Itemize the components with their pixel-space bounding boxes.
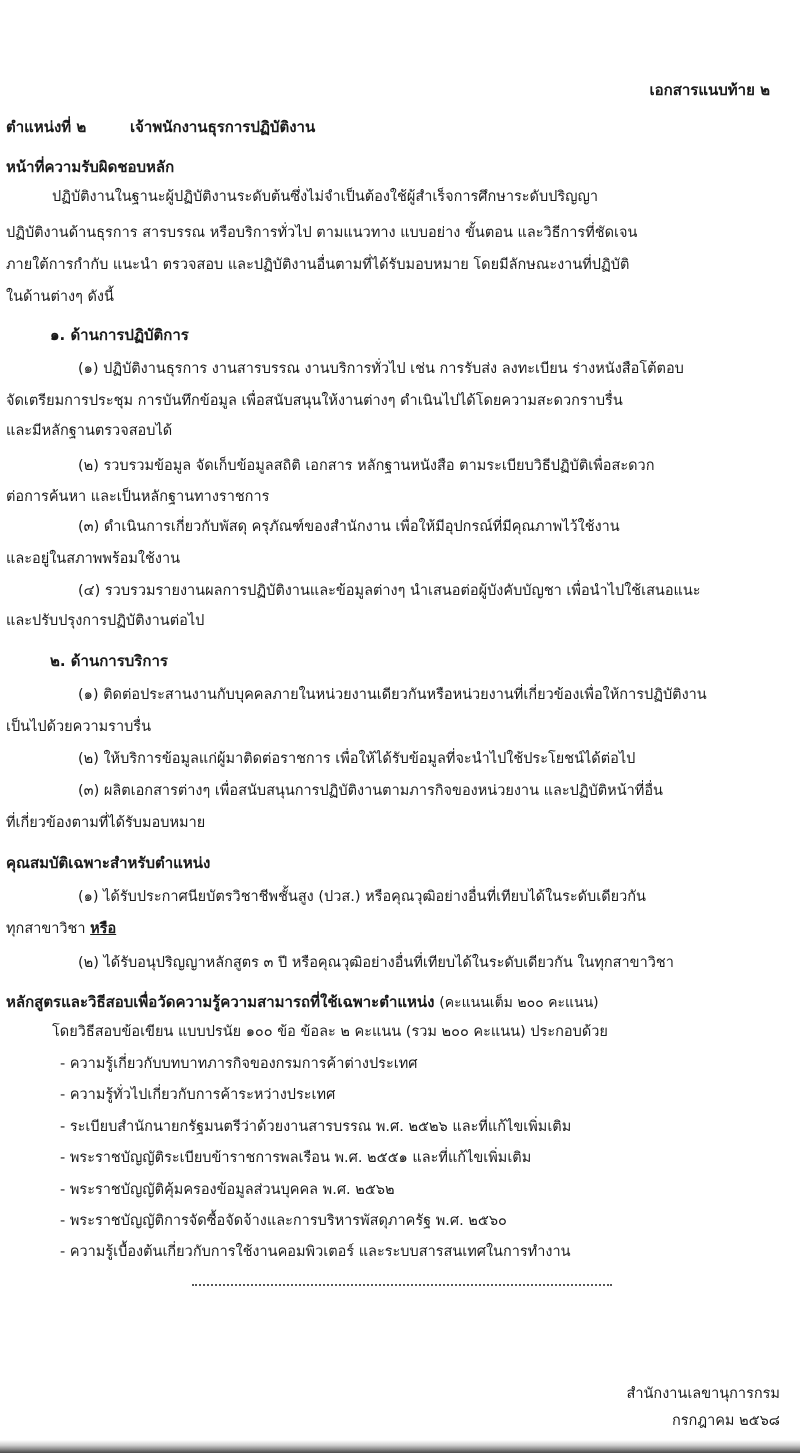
exam-topic: - ความรู้เบื้องต้นเกี่ยวกับการใช้งานคอมพิวเตอร์ และระบบสารสนเทศในการทำงาน xyxy=(60,1244,571,1260)
position-label: ตำแหน่งที่ ๒ xyxy=(6,118,87,136)
section-service-heading: ๒. ด้านการบริการ xyxy=(50,652,168,670)
qualification-or: หรือ xyxy=(90,921,117,937)
operations-item-1-cont: จัดเตรียมการประชุม การบันทึกข้อมูล เพื่อสนับสนุนให้งานต่างๆ ดำเนินไปได้โดยความสะดวกราบรื่น xyxy=(6,393,623,409)
service-item-1-cont: เป็นไปด้วยความราบรื่น xyxy=(6,719,151,735)
operations-item-3: (๓) ดำเนินการเกี่ยวกับพัสดุ ครุภัณฑ์ของสำนักงาน เพื่อให้มีอุปกรณ์ที่มีคุณภาพไว้ใช้งาน xyxy=(78,519,620,535)
exam-heading-line xyxy=(6,992,599,1013)
operations-item-4-cont: และปรับปรุงการปฏิบัติงานต่อไป xyxy=(6,613,205,629)
duties-intro-line: ภายใต้การกำกับ แนะนำ ตรวจสอบ และปฏิบัติงานอื่นตามที่ได้รับมอบหมาย โดยมีลักษณะงานที่ปฏิบัติ xyxy=(6,257,630,273)
exam-topic: - พระราชบัญญัติคุ้มครองข้อมูลส่วนบุคคล พ.ศ. ๒๕๖๒ xyxy=(60,1182,395,1198)
operations-item-1-cont: และมีหลักฐานตรวจสอบได้ xyxy=(6,423,173,439)
dotted-divider xyxy=(192,1284,612,1286)
operations-item-1: (๑) ปฏิบัติงานธุรการ งานสารบรรณ งานบริการทั่วไป เช่น การรับส่ง ลงทะเบียน ร่างหนังสือโต้ตอบ xyxy=(78,361,684,377)
footer-office: สำนักงานเลขานุการกรม xyxy=(626,1386,780,1402)
service-item-2: (๒) ให้บริการข้อมูลแก่ผู้มาติดต่อราชการ เพื่อให้ได้รับข้อมูลที่จะนำไปใช้ประโยชน์ได้ต่อไป xyxy=(78,751,636,767)
section-operations-heading: ๑. ด้านการปฏิบัติการ xyxy=(50,326,189,344)
exam-score-note: (คะแนนเต็ม ๒๐๐ คะแนน) xyxy=(439,995,599,1011)
service-item-1: (๑) ติดต่อประสานงานกับบุคคลภายในหน่วยงานเดียวกันหรือหน่วยงานที่เกี่ยวข้องเพื่อให้การปฏิบัติงาน xyxy=(78,687,707,703)
duties-intro-line: ปฏิบัติงานด้านธุรการ สารบรรณ หรือบริการทั่วไป ตามแนวทาง แบบอย่าง ขั้นตอน และวิธีการที่ชัดเจน xyxy=(6,225,638,241)
qualification-1: (๑) ได้รับประกาศนียบัตรวิชาชีพชั้นสูง (ปวส.) หรือคุณวุฒิอย่างอื่นที่เทียบได้ในระดับเดียวกัน xyxy=(78,889,646,905)
exam-heading: หลักสูตรและวิธีสอบเพื่อวัดความรู้ความสามารถที่ใช้เฉพาะตำแหน่ง xyxy=(6,993,435,1011)
duties-intro-line: ปฏิบัติงานในฐานะผู้ปฏิบัติงานระดับต้นซึ่งไม่จำเป็นต้องใช้ผู้สำเร็จการศึกษาระดับปริญญา xyxy=(52,189,599,205)
operations-item-2: (๒) รวบรวมข้อมูล จัดเก็บข้อมูลสถิติ เอกสาร หลักฐานหนังสือ ตามระเบียบวิธีปฏิบัติเพื่อสะดวก xyxy=(78,458,655,474)
qualifications-heading: คุณสมบัติเฉพาะสำหรับตำแหน่ง xyxy=(6,854,211,872)
operations-item-4: (๔) รวบรวมรายงานผลการปฏิบัติงานและข้อมูลต่างๆ นำเสนอต่อผู้บังคับบัญชา เพื่อนำไปใช้เสนอแนะ xyxy=(78,583,701,599)
qualification-1-cont xyxy=(6,919,116,939)
exam-topic: - ความรู้ทั่วไปเกี่ยวกับการค้าระหว่างประเทศ xyxy=(60,1087,336,1103)
exam-method: โดยวิธีสอบข้อเขียน แบบปรนัย ๑๐๐ ข้อ ข้อละ ๒ คะแนน (รวม ๒๐๐ คะแนน) ประกอบด้วย xyxy=(52,1024,608,1040)
exam-topic: - พระราชบัญญัติการจัดซื้อจัดจ้างและการบริหารพัสดุภาครัฐ พ.ศ. ๒๕๖๐ xyxy=(60,1213,507,1229)
qualification-1-field: ทุกสาขาวิชา xyxy=(6,921,86,937)
footer-date: กรกฎาคม ๒๕๖๘ xyxy=(671,1413,780,1429)
duties-heading: หน้าที่ความรับผิดชอบหลัก xyxy=(6,158,175,176)
exam-topic: - ระเบียบสำนักนายกรัฐมนตรีว่าด้วยงานสารบรรณ พ.ศ. ๒๕๒๖ และที่แก้ไขเพิ่มเติม xyxy=(60,1119,572,1135)
qualification-2: (๒) ได้รับอนุปริญญาหลักสูตร ๓ ปี หรือคุณวุฒิอย่างอื่นที่เทียบได้ในระดับเดียวกัน ในทุกสาขาวิชา xyxy=(78,955,674,971)
exam-topic: - ความรู้เกี่ยวกับบทบาทภารกิจของกรมการค้าต่างประเทศ xyxy=(60,1056,418,1072)
operations-item-3-cont: และอยู่ในสภาพพร้อมใช้งาน xyxy=(6,551,180,567)
operations-item-2-cont: ต่อการค้นหา และเป็นหลักฐานทางราชการ xyxy=(6,489,270,505)
exam-topic: - พระราชบัญญัติระเบียบข้าราชการพลเรือน พ.ศ. ๒๕๕๑ และที่แก้ไขเพิ่มเติม xyxy=(60,1150,532,1166)
duties-intro-line: ในด้านต่างๆ ดังนี้ xyxy=(6,289,114,305)
position-title: เจ้าพนักงานธุรการปฏิบัติงาน xyxy=(130,118,316,136)
scan-edge-shadow xyxy=(0,1440,800,1453)
service-item-3-cont: ที่เกี่ยวข้องตามที่ได้รับมอบหมาย xyxy=(6,815,206,831)
service-item-3: (๓) ผลิตเอกสารต่างๆ เพื่อสนับสนุนการปฏิบัติงานตามภารกิจของหน่วยงาน และปฏิบัติหน้าที่อื่น xyxy=(78,783,663,799)
annex-label: เอกสารแนบท้าย ๒ xyxy=(649,81,770,99)
